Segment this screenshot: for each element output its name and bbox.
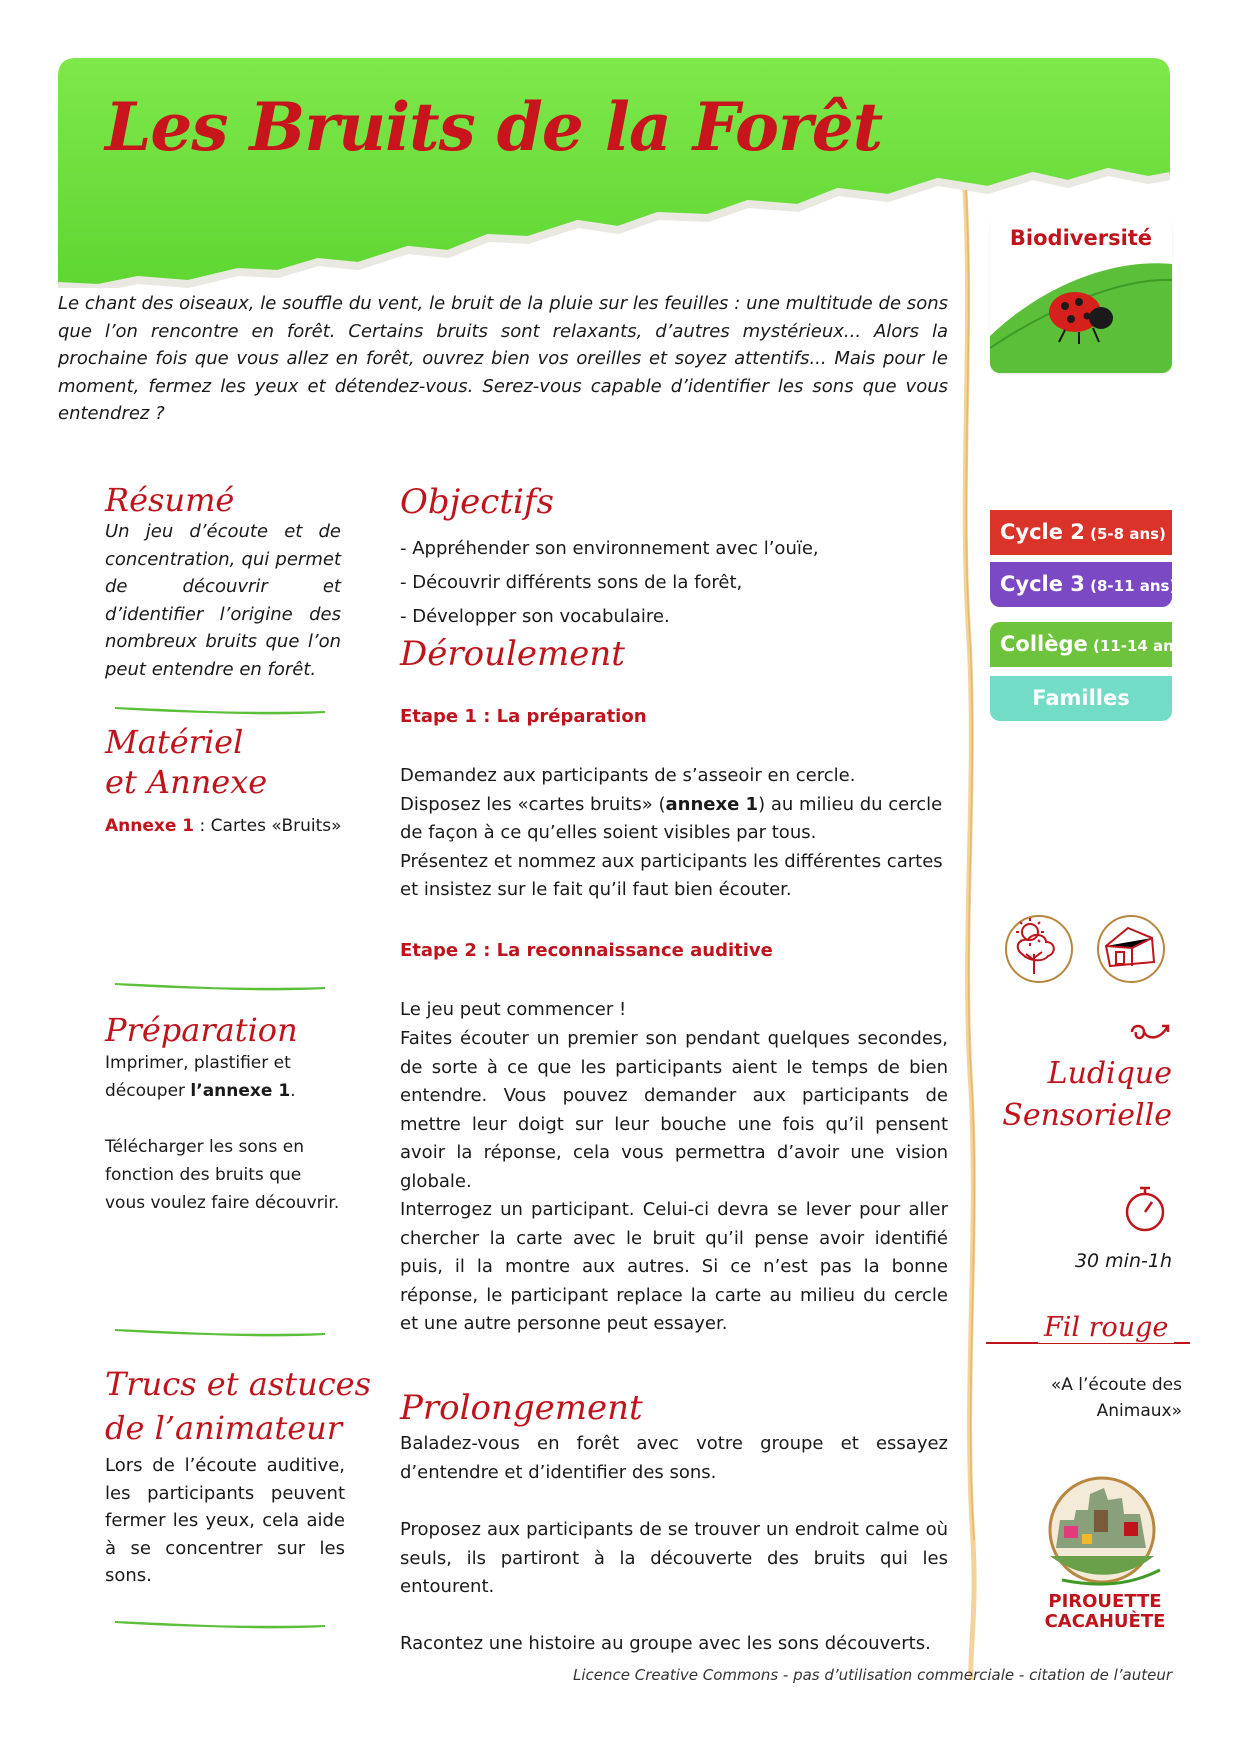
theme-label: Biodiversité: [1009, 226, 1153, 250]
fil-rouge-heading: Fil rouge: [1038, 1312, 1174, 1343]
objectif-item: - Développer son vocabulaire.: [400, 606, 670, 627]
prolongement-text-1: Baladez-vous en forêt avec votre groupe et essayez d’entendre et d’identifier des sons.: [400, 1433, 948, 1483]
grass-divider: [115, 1326, 325, 1340]
stopwatch-icon: [1122, 1182, 1168, 1236]
outdoor-tree-icon: [1000, 908, 1078, 986]
page-title: Les Bruits de la Forêt: [105, 88, 883, 166]
trucs-text: Lors de l’écoute auditive, les participants peuvent fermer les yeux, cela aide à se concentrer sur les sons.: [105, 1455, 345, 1586]
swirl-icon: [1128, 1020, 1172, 1044]
trucs-heading-line2: de l’animateur: [105, 1409, 343, 1447]
objectifs-heading: Objectifs: [400, 482, 554, 522]
step2-text-2: Interrogez un participant. Celui-ci devra se lever pour aller chercher la carte avec le bruit qu’il pense avoir identifié puis, il la montre aux autres. Si ce n’est pas la bonne réponse, le participant replace la carte au milieu du cercle et une autre personne peut essayer.: [400, 1199, 948, 1334]
trucs-heading-line1: Trucs et astuces: [105, 1365, 371, 1403]
objectif-item: - Appréhender son environnement avec l’ouïe,: [400, 538, 819, 559]
preparation-line4: fonction des bruits que: [105, 1165, 302, 1185]
pirouette-cacahuete-logo: [1042, 1470, 1168, 1588]
materiel-heading-line2: et Annexe: [105, 763, 268, 801]
cycle-tag: Cycle 2 (5-8 ans): [990, 510, 1172, 555]
style-label-1: Ludique: [1047, 1056, 1172, 1091]
materiel-heading-line1: Matériel: [105, 723, 244, 761]
logo-text: PIROUETTE CACAHUÈTE: [1044, 1591, 1166, 1632]
annexe-item: [105, 816, 342, 836]
resume-text: Un jeu d’écoute et de concentration, qui permet de découvrir et d’identifier l’origine des nombreux bruits que l’on peut entendre en forêt.: [105, 521, 341, 680]
prolongement-text-3: Racontez une histoire au groupe avec les sons découverts.: [400, 1633, 931, 1654]
fil-rouge-text: «A l’écoute des Animaux»: [1050, 1375, 1182, 1421]
grass-divider: [115, 704, 325, 718]
preparation-line1: Imprimer, plastifier et: [105, 1053, 291, 1073]
step1-title: Etape 1 : La préparation: [400, 706, 647, 727]
preparation-line5: vous voulez faire découvrir.: [105, 1193, 340, 1213]
license-footer: Licence Creative Commons - pas d’utilisation commerciale - citation de l’auteur: [573, 1666, 1172, 1684]
grass-divider: [115, 1618, 325, 1632]
preparation-line3: Télécharger les sons en: [105, 1137, 304, 1157]
deroulement-heading: Déroulement: [400, 634, 625, 674]
step2-intro: Le jeu peut commencer !: [400, 999, 627, 1020]
prolongement-heading: Prolongement: [400, 1388, 643, 1428]
cycle-tag: Familles: [990, 676, 1172, 721]
resume-heading: Résumé: [105, 481, 235, 519]
step1-text: Demandez aux participants de s’asseoir en cercle. Disposez les «cartes bruits» (annexe 1) au milieu du cercle de façon à ce qu’elles soient visibles par tous. Présentez et nommez aux participants les différentes cartes et insistez sur le fait qu’il faut bien écouter.: [400, 765, 943, 900]
string-decoration: [955, 190, 985, 1680]
annexe-text: : Cartes «Bruits»: [194, 816, 342, 836]
duration: 30 min-1h: [1074, 1250, 1172, 1272]
prolongement-text-2: Proposez aux participants de se trouver un endroit calme où seuls, ils partiront à la découverte des bruits qui les entourent.: [400, 1519, 948, 1597]
indoor-house-icon: [1092, 908, 1170, 986]
preparation-heading: Préparation: [105, 1011, 298, 1049]
fil-rouge-block: [986, 1312, 1190, 1352]
preparation-line2: découper l’annexe 1.: [105, 1081, 296, 1101]
grass-divider: [115, 980, 325, 994]
intro-text: Le chant des oiseaux, le souffle du vent, le bruit de la pluie sur les feuilles : une multitude de sons que l’on rencontre en forêt. Certains bruits sont relaxants, d’autres mystérieux... Alors la prochaine fois que vous allez en forêt, ouvrez bien vos oreilles et soyez attentifs... Mais pour le moment, fermez les yeux et détendez-vous. Serez-vous capable d’identifier les sons que vous entendrez ?: [58, 293, 948, 424]
cycle-tag: Collège (11-14 ans): [990, 622, 1172, 667]
cycle-tag: Cycle 3 (8-11 ans): [990, 562, 1172, 607]
ladybug-icon: [1035, 272, 1127, 344]
step2-title: Etape 2 : La reconnaissance auditive: [400, 940, 773, 961]
objectif-item: - Découvrir différents sons de la forêt,: [400, 572, 743, 593]
objectifs-list: [400, 532, 819, 634]
style-label-2: Sensorielle: [1002, 1098, 1172, 1133]
annexe-label: Annexe 1: [105, 816, 195, 836]
theme-box: [990, 218, 1172, 373]
step2-text: Faites écouter un premier son pendant quelques secondes, de sorte à ce que les participants aient le temps de bien entendre. Vous pouvez demander aux participants de mettre leur doigt sur leur bouche une fois qu’il pensent avoir la réponse, cela vous permettra d’avoir une vision globale.: [400, 1028, 948, 1192]
